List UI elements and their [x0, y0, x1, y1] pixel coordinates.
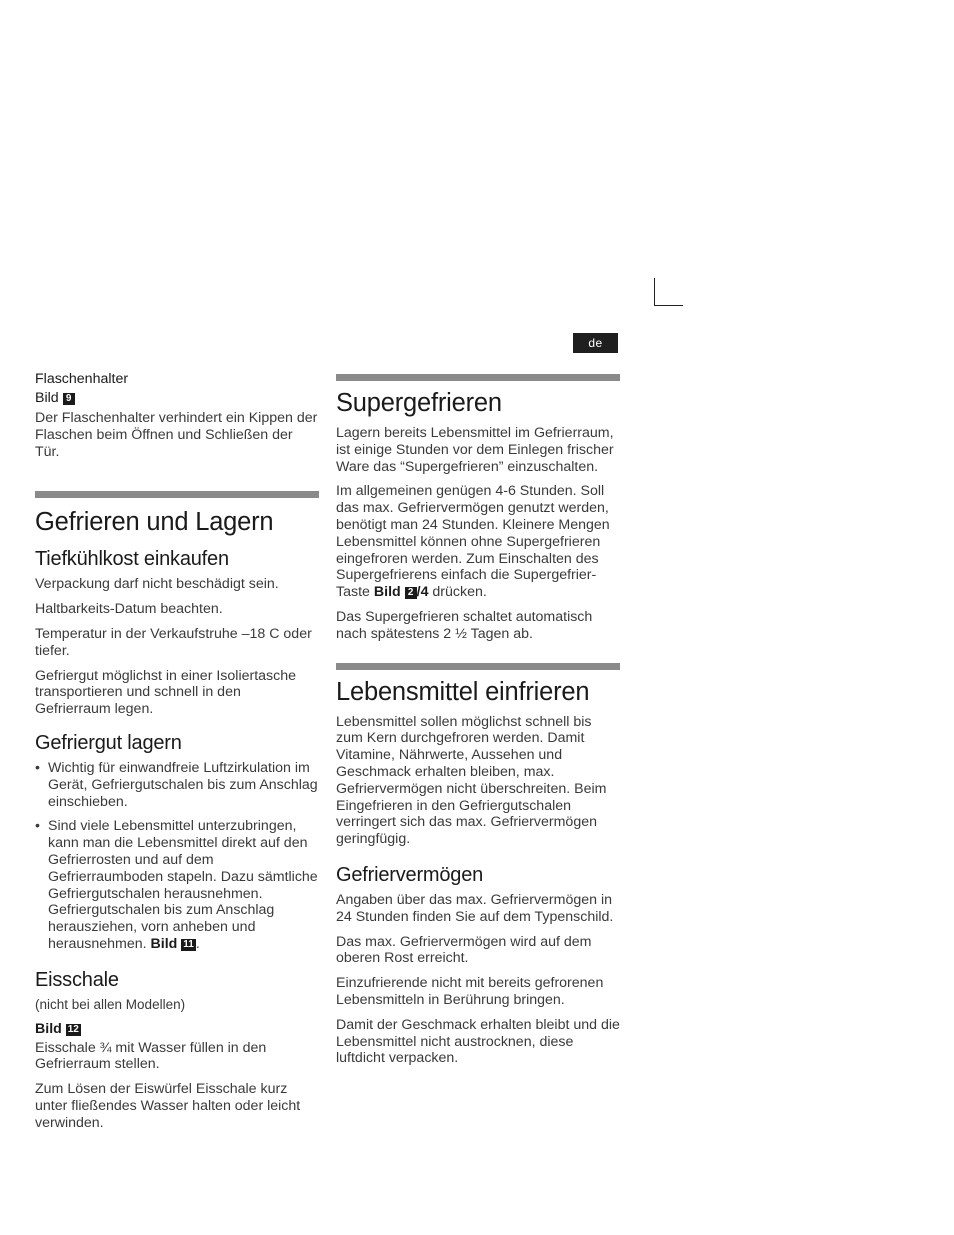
sentence-end: .	[195, 935, 200, 952]
vermoegen-p1: Angaben über das max. Gefriervermögen in 24 Stunden finden Sie auf dem Typenschild.	[336, 891, 614, 925]
figure-number-badge: 11	[183, 938, 194, 950]
tiefkuehl-title: Tiefkühlkost einkaufen	[35, 548, 229, 571]
section-divider-bar	[336, 374, 620, 381]
list-item	[35, 760, 319, 810]
figure-number-badge: 12	[67, 1023, 79, 1035]
figure-number-badge: 2	[405, 587, 417, 599]
super-p2-text: Im allgemeinen genügen 4-6 Stunden. Soll das max. Gefriervermögen genutzt werden, benötigt man 24 Stunden. Kleinere Mengen Lebensmittel können ohne Supergefrieren eingefroren werden. Zum Einschalten des Supergefrierens einfach die Supergefrier-Taste	[336, 483, 610, 601]
list-item	[35, 818, 319, 952]
vermoegen-p3: Einzufrierende nicht mit bereits gefrorenen Lebensmitteln in Berührung bringen.	[336, 975, 604, 1008]
einfrieren-p1: Lebensmittel sollen möglichst schnell bis zum Kern durchgefroren werden. Damit Vitamine, Nährwerte, Aussehen und Geschmack erhalten bleiben, max. Gefriervermögen nicht überschreiten. Beim Eingefrieren in den Gefriergutschalen verringert sich das max. Gefriervermögen geringfügig.	[336, 713, 607, 848]
eisschale-title: Eisschale	[35, 968, 119, 991]
super-p2-end: drücken.	[432, 584, 487, 601]
section-flaschenhalter	[35, 370, 319, 460]
section-divider-bar	[336, 663, 620, 670]
section-divider-bar	[35, 491, 319, 498]
lagern-list	[35, 760, 319, 953]
left-column	[35, 370, 319, 1140]
crop-mark	[654, 278, 655, 306]
tiefkuehl-p1: Verpackung darf nicht beschädigt sein.	[35, 576, 279, 593]
tiefkuehl-p3: Temperatur in der Verkaufstruhe –18 C oder tiefer.	[35, 625, 312, 659]
eisschale-note: (nicht bei allen Modellen)	[35, 996, 186, 1012]
gefrieren-title: Gefrieren und Lagern	[35, 508, 274, 537]
bullet: •	[35, 818, 40, 835]
figure-suffix: /4	[416, 584, 429, 601]
super-title: Supergefrieren	[336, 389, 502, 417]
flaschenhalter-title: Flaschenhalter	[35, 371, 129, 387]
eisschale-p1: Eisschale ¾ mit Wasser füllen in den Gefrierraum stellen.	[35, 1039, 267, 1073]
figure-label: Bild	[35, 390, 59, 406]
tiefkuehl-p4: Gefriergut möglichst in einer Isoliertasche transportieren und schnell in den Gefrierraum legen.	[35, 667, 297, 718]
figure-label: Bild	[373, 584, 401, 601]
eisschale-p2: Zum Lösen der Eiswürfel Eisschale kurz unter fließendes Wasser halten oder leicht verwinden.	[35, 1081, 301, 1131]
vermoegen-p4: Damit der Geschmack erhalten bleibt und die Lebensmittel nicht austrocknen, diese luftdicht verpacken.	[336, 1016, 620, 1067]
figure-label: Bild	[150, 935, 178, 952]
figure-label: Bild	[35, 1020, 62, 1037]
tiefkuehl-p2: Haltbarkeits-Datum beachten.	[35, 601, 223, 618]
crop-mark	[654, 305, 683, 306]
vermoegen-title: Gefriervermögen	[336, 863, 484, 886]
flaschenhalter-text: Der Flaschenhalter verhindert ein Kippen der Flaschen beim Öffnen und Schließen der Tür.	[35, 410, 318, 460]
lagern-b2: Sind viele Lebensmittel unterzubringen, kann man die Lebensmittel direkt auf den Gefrierrosten und auf dem Gefrierraumboden stapeln. Dazu sämtliche Gefriergutschalen herausnehmen. Gefriergutschalen bis zum Anschlag herausziehen, vorn anheben und herausnehmen.	[48, 818, 318, 952]
lagern-title: Gefriergut lagern	[35, 731, 182, 754]
super-p2	[336, 483, 620, 601]
super-p1: Lagern bereits Lebensmittel im Gefrierraum, ist einige Stunden vor dem Einlegen frischer Ware das “Supergefrieren” einzuschalten.	[336, 425, 614, 475]
lagern-b1: Wichtig für einwandfreie Luftzirkulation im Gerät, Gefriergutschalen bis zum Anschlag einschieben.	[48, 759, 318, 810]
vermoegen-p2: Das max. Gefriervermögen wird auf dem oberen Rost erreicht.	[336, 933, 592, 967]
bullet: •	[35, 759, 40, 776]
figure-number-badge: 9	[63, 393, 75, 405]
language-tag: de	[573, 333, 618, 353]
right-column	[336, 374, 620, 1075]
eisschale-figure-ref	[35, 1020, 319, 1039]
einfrieren-title: Lebensmittel einfrieren	[336, 677, 590, 706]
super-p3: Das Supergefrieren schaltet automatisch nach spätestens 2 ½ Tagen ab.	[336, 608, 593, 642]
flaschenhalter-figure-ref	[35, 389, 319, 408]
